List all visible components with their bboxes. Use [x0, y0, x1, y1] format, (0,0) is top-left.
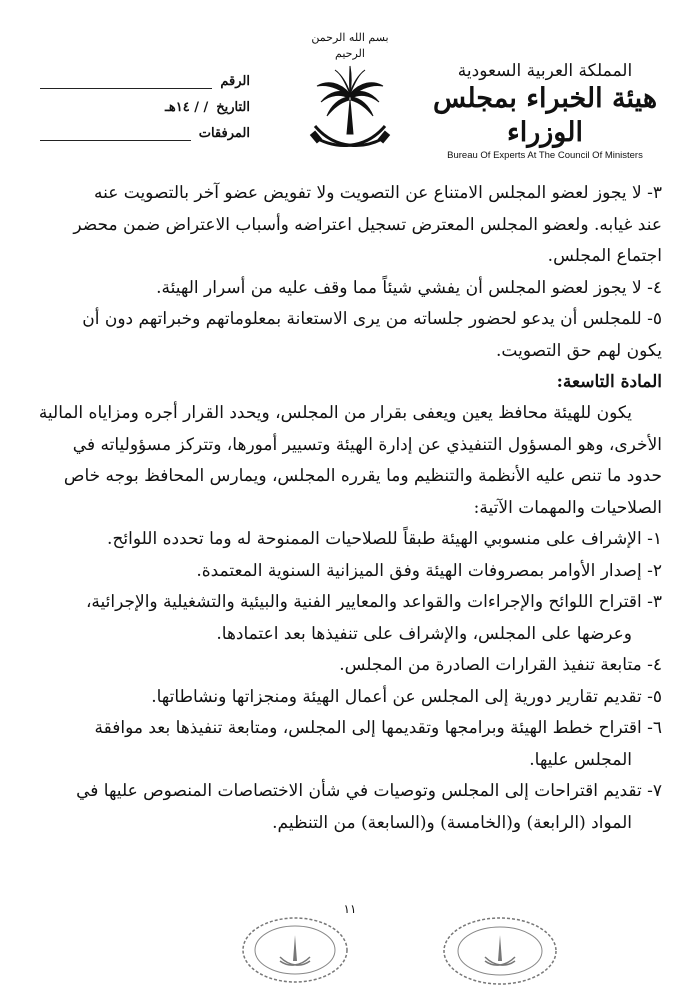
official-seal-left-icon	[240, 915, 350, 985]
clause-3-line-3: اجتماع المجلس.	[547, 246, 662, 266]
duty-7-line-2: المواد (الرابعة) و(الخامسة) و(السابعة) من التنظيم.	[272, 812, 632, 833]
clause-3-line-1: ٣- لا يجوز لعضو المجلس الامتناع عن التصويت ولا تفويض عضو آخر بالتصويت عنه	[93, 183, 662, 203]
reference-number-line	[40, 76, 212, 89]
clause-3-line-2: عند غيابه. ولعضو المجلس المعترض تسجيل اعتراضه وأسباب الاعتراض ضمن محضر	[73, 214, 662, 235]
reference-number-label: الرقم	[220, 74, 250, 89]
duty-6-line-1: ٦- اقتراح خطط الهيئة وبرامجها وتقديمها إلى المجلس، ومتابعة تنفيذها بعد موافقة	[94, 718, 662, 738]
official-seal-right-icon	[440, 915, 560, 987]
bureau-name-english: Bureau Of Experts At The Council Of Ministers	[447, 150, 643, 161]
date-row	[40, 89, 250, 115]
article-nine-line-3: حدود ما تنص عليه الأنظمة والتنظيم وما يقرره المجلس، ويمارس المحافظ بوجه خاص	[63, 466, 662, 486]
duty-7-line-1: ٧- تقديم اقتراحات إلى المجلس وتوصيات في شأن الاختصاصات المنصوص عليها في	[76, 781, 662, 801]
kingdom-name: المملكة العربية السعودية	[457, 61, 633, 81]
duty-4: ٤- متابعة تنفيذ القرارات الصادرة من المجلس.	[339, 655, 662, 675]
bureau-name-arabic: هيئة الخبراء بمجلس الوزراء	[432, 83, 658, 148]
attachments-line	[40, 128, 191, 141]
reference-number-row	[40, 63, 250, 89]
duty-5: ٥- تقديم تقارير دورية إلى المجلس عن أعمال الهيئة ومنجزاتها ونشاطاتها.	[151, 686, 662, 707]
basmala: بسم الله الرحمن الرحيم	[311, 31, 389, 60]
page-number: ١١	[343, 902, 357, 916]
article-nine-line-2: الأخرى، وهو المسؤول التنفيذي عن إدارة الهيئة وتسيير أمورها، وتتركز مسؤولياته في	[72, 434, 662, 455]
palm-swords-emblem-icon	[305, 64, 395, 156]
duty-3-line-1: ٣- اقتراح اللوائح والإجراءات والقواعد والمعايير الفنية والبيئية والتشغيلية والإجرائية،	[85, 592, 662, 612]
date-label: التاريخ	[216, 100, 250, 115]
document-body	[38, 178, 662, 839]
duty-1: ١- الإشراف على منسوبي الهيئة طبقاً للصلاحيات الممنوحة له وما تحدده اللوائح.	[107, 529, 662, 549]
article-nine-line-4: الصلاحيات والمهمات الآتية:	[473, 497, 662, 518]
letterhead-organization	[430, 60, 660, 162]
clause-5-line-1: ٥- للمجلس أن يدعو لحضور جلساته من يرى الاستعانة بمعلوماتهم وخبراتهم دون أن	[82, 309, 662, 329]
attachments-label: المرفقات	[198, 126, 250, 141]
duty-2: ٢- إصدار الأوامر بمصروفات الهيئة وفق الميزانية السنوية المعتمدة.	[196, 560, 662, 581]
clause-5-line-2: يكون لهم حق التصويت.	[496, 340, 662, 361]
attachments-row	[40, 115, 250, 141]
date-value: / / ١٤هـ	[165, 100, 209, 115]
letterhead-emblem-block	[295, 30, 405, 156]
duty-3-line-2: وعرضها على المجلس، والإشراف على تنفيذها بعد اعتمادها.	[216, 623, 632, 644]
clause-4: ٤- لا يجوز لعضو المجلس أن يفشي شيئاً مما وقف عليه من أسرار الهيئة.	[156, 277, 662, 298]
article-nine-line-1: يكون للهيئة محافظ يعين ويعفى بقرار من المجلس، ويحدد القرار أجره ومزاياه المالية	[38, 403, 632, 423]
reference-fields	[40, 63, 250, 141]
duty-6-line-2: المجلس عليها.	[529, 749, 632, 770]
article-nine-heading: المادة التاسعة:	[556, 372, 662, 392]
